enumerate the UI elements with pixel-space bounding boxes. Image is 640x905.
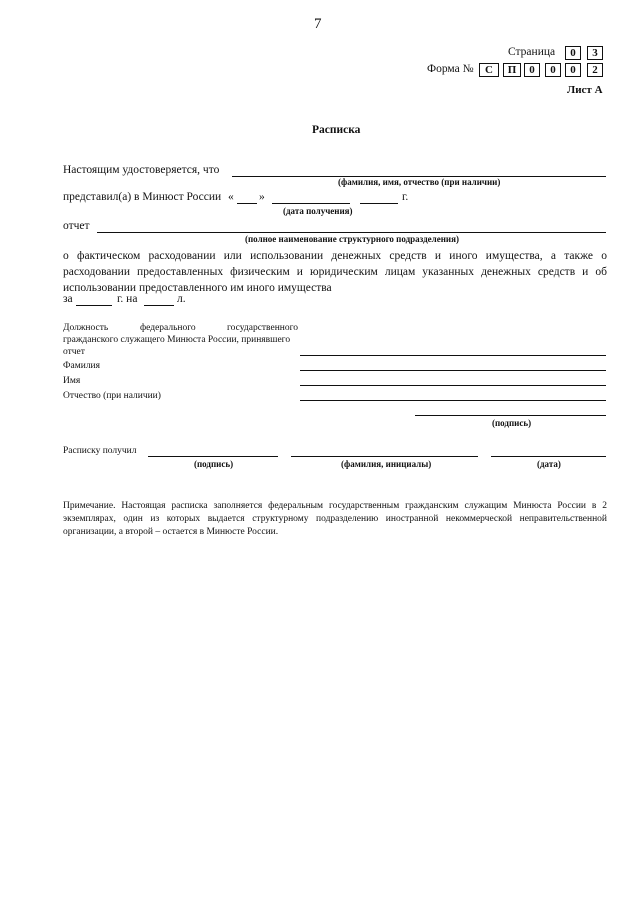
note-line-2: экземплярах, один из которых выдается структурному подразделению иностранной некоммерческой неправительственной [63,514,607,524]
official-w3: государственного [227,323,299,333]
form-cell-6: 2 [587,63,603,77]
official-signature-line [415,415,606,416]
patronymic-line [300,400,606,401]
note-line-1: Примечание. Настоящая расписка заполняется федеральным государственным гражданским служащим Минюста России в 2 [63,501,607,511]
period-end: л. [177,293,186,305]
official-signature-hint: (подпись) [492,418,532,428]
period-for: за [63,293,73,305]
unit-line [97,232,606,233]
unit-hint: (полное наименование структурного подразделения) [245,234,459,244]
page-digit-2: 3 [587,46,603,60]
official-w1: Должность [63,323,109,333]
fio-hint: (фамилия, имя, отчество (при наличии) [338,177,501,187]
certify-text: Настоящим удостоверяется, что [63,164,220,176]
document-title: Расписка [312,124,361,136]
official-line2: гражданского служащего Минюста России, принявшего [63,335,291,345]
body-line-1: о фактическом расходовании или использовании денежных средств и иного имущества, а также о [63,250,607,262]
page-digit-1: 0 [565,46,581,60]
form-cell-4: 0 [545,63,561,77]
name-label: Имя [63,376,81,386]
receipt-date-line [491,456,606,457]
surname-label: Фамилия [63,361,101,371]
name-line [300,385,606,386]
surname-line [300,370,606,371]
page-number: 7 [314,16,322,32]
date-hint: (дата получения) [283,206,353,216]
receipt-signature-hint: (подпись) [194,459,234,469]
year-line [360,203,398,204]
receipt-date-hint: (дата) [537,459,561,469]
form-label: Форма № [427,63,474,75]
quote-close: » [259,191,265,203]
sheet-label: Лист А [567,84,603,96]
official-w2: федерального [140,323,196,333]
position-line [300,355,606,356]
receipt-name-hint: (фамилия, инициалы) [341,459,432,469]
receipt-name-line [291,456,478,457]
patronymic-label: Отчество (при наличии) [63,391,161,401]
receipt-signature-line [148,456,278,457]
official-line3: отчет [63,347,85,357]
quote-open: « [228,191,234,203]
note-line-3: организации, а второй – остается в Минюсте России. [63,527,279,537]
year-suffix: г. [402,191,409,203]
submitted-text: представил(а) в Минюст России [63,191,222,203]
period-year-line [76,305,112,306]
form-cell-3: 0 [524,63,540,77]
form-cell-5: 0 [565,63,581,77]
form-cell-1: С [479,63,499,77]
body-line-2: расходовании предоставленных физическим и юридическим лицам указанных денежных средств и об [63,266,607,278]
period-sheets-line [144,305,174,306]
body-line-3: использовании предоставленного им иного имущества [63,282,332,294]
period-mid: г. на [117,293,138,305]
report-label: отчет [63,220,90,232]
page-label: Страница [508,46,556,58]
receipt-label: Расписку получил [63,446,137,456]
form-cell-2: П [503,63,521,77]
day-line [237,203,257,204]
month-line [272,203,350,204]
